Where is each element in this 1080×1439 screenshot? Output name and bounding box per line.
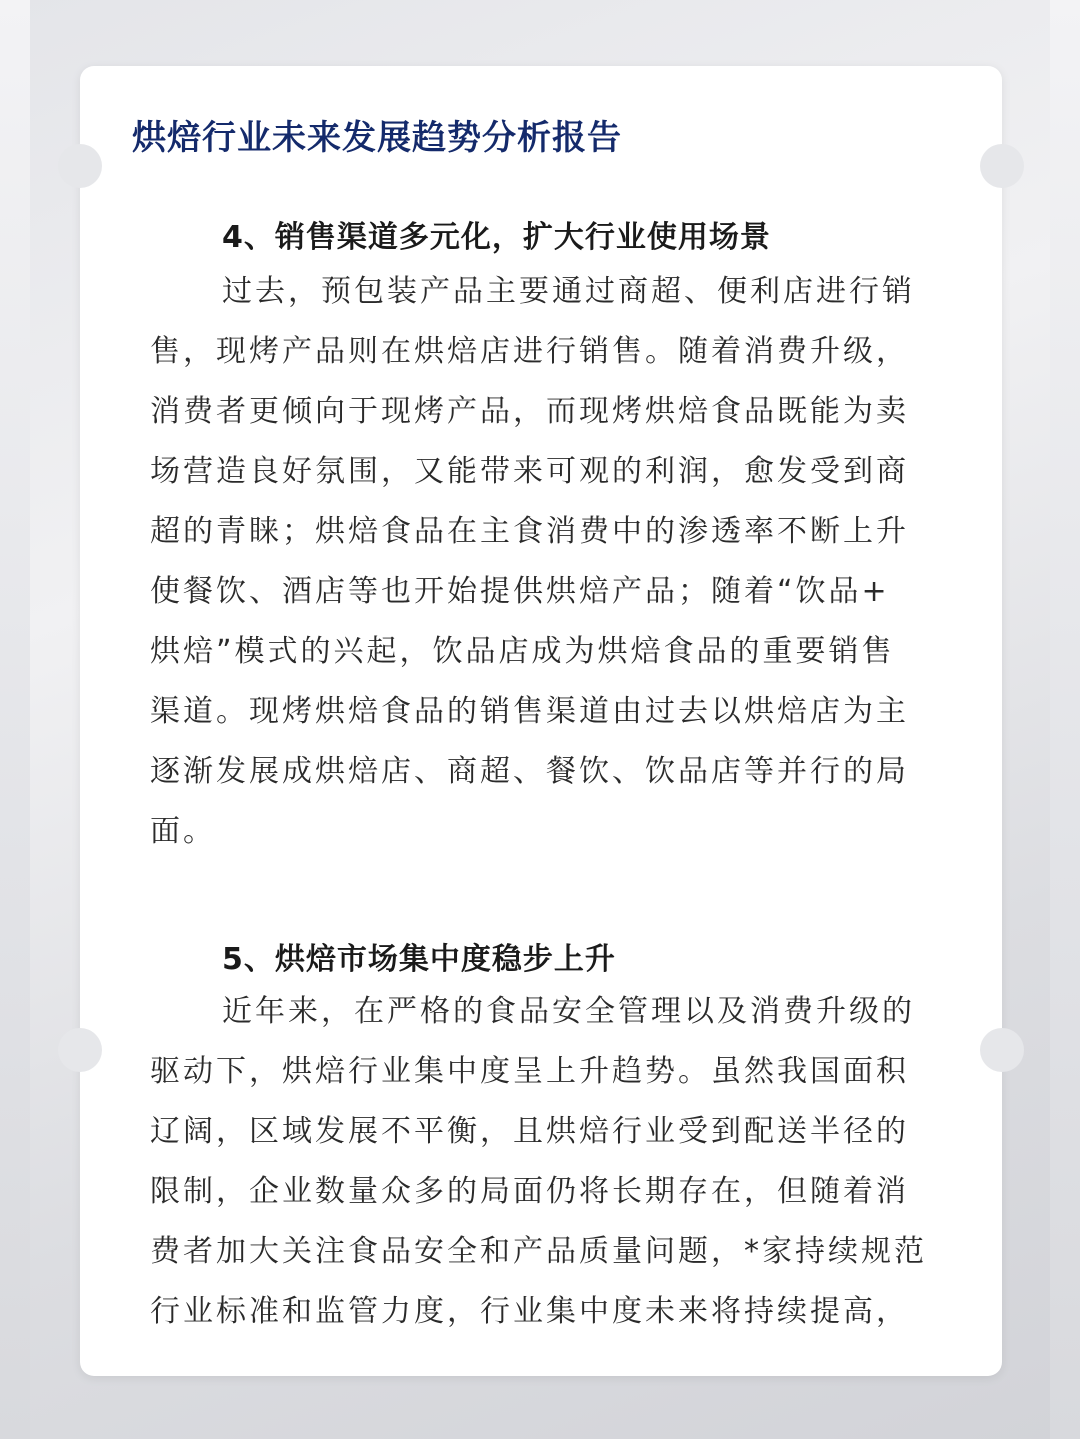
section-4-line: 超的青睐；烘焙食品在主食消费中的渗透率不断上升: [150, 514, 909, 549]
card-notch-right-top: [980, 144, 1024, 188]
section-5-body: [150, 982, 940, 1342]
section-5-line: 限制，企业数量众多的局面仍将长期存在，但随着消: [150, 1174, 909, 1209]
background-right-band: [1050, 0, 1080, 1439]
section-4-line: 渠道。现烤烘焙食品的销售渠道由过去以烘焙店为主: [150, 694, 909, 729]
section-4-line: 过去，预包装产品主要通过商超、便利店进行销: [222, 274, 915, 309]
section-5-line: 近年来，在严格的食品安全管理以及消费升级的: [222, 994, 915, 1029]
section-4-line: 使餐饮、酒店等也开始提供烘焙产品；随着“饮品+: [150, 574, 890, 609]
section-5-heading: 5、烘焙市场集中度稳步上升: [222, 942, 616, 977]
section-4-heading: 4、销售渠道多元化，扩大行业使用场景: [222, 220, 771, 255]
section-5-line: 费者加大关注食品安全和产品质量问题，*家持续规范: [150, 1234, 927, 1269]
document-card: [80, 66, 1002, 1376]
section-5-line: 驱动下，烘焙行业集中度呈上升趋势。虽然我国面积: [150, 1054, 909, 1089]
section-4-line: 场营造良好氛围，又能带来可观的利润，愈发受到商: [150, 454, 909, 489]
section-4-line: 消费者更倾向于现烤产品，而现烤烘焙食品既能为卖: [150, 394, 909, 429]
document-title: 烘焙行业未来发展趋势分析报告: [132, 118, 622, 158]
card-notch-left-top: [58, 144, 102, 188]
card-notch-left-bottom: [58, 1028, 102, 1072]
section-4-line: 面。: [150, 814, 216, 849]
section-4-line: 售，现烤产品则在烘焙店进行销售。随着消费升级，: [150, 334, 909, 369]
section-5-line: 行业标准和监管力度，行业集中度未来将持续提高，: [150, 1294, 909, 1329]
section-4-body: [150, 262, 940, 862]
section-5-line: 辽阔，区域发展不平衡，且烘焙行业受到配送半径的: [150, 1114, 909, 1149]
section-4-line: 烘焙”模式的兴起，饮品店成为烘焙食品的重要销售: [150, 634, 895, 669]
card-notch-right-bottom: [980, 1028, 1024, 1072]
background-left-band: [0, 0, 30, 1439]
section-4-line: 逐渐发展成烘焙店、商超、餐饮、饮品店等并行的局: [150, 754, 909, 789]
